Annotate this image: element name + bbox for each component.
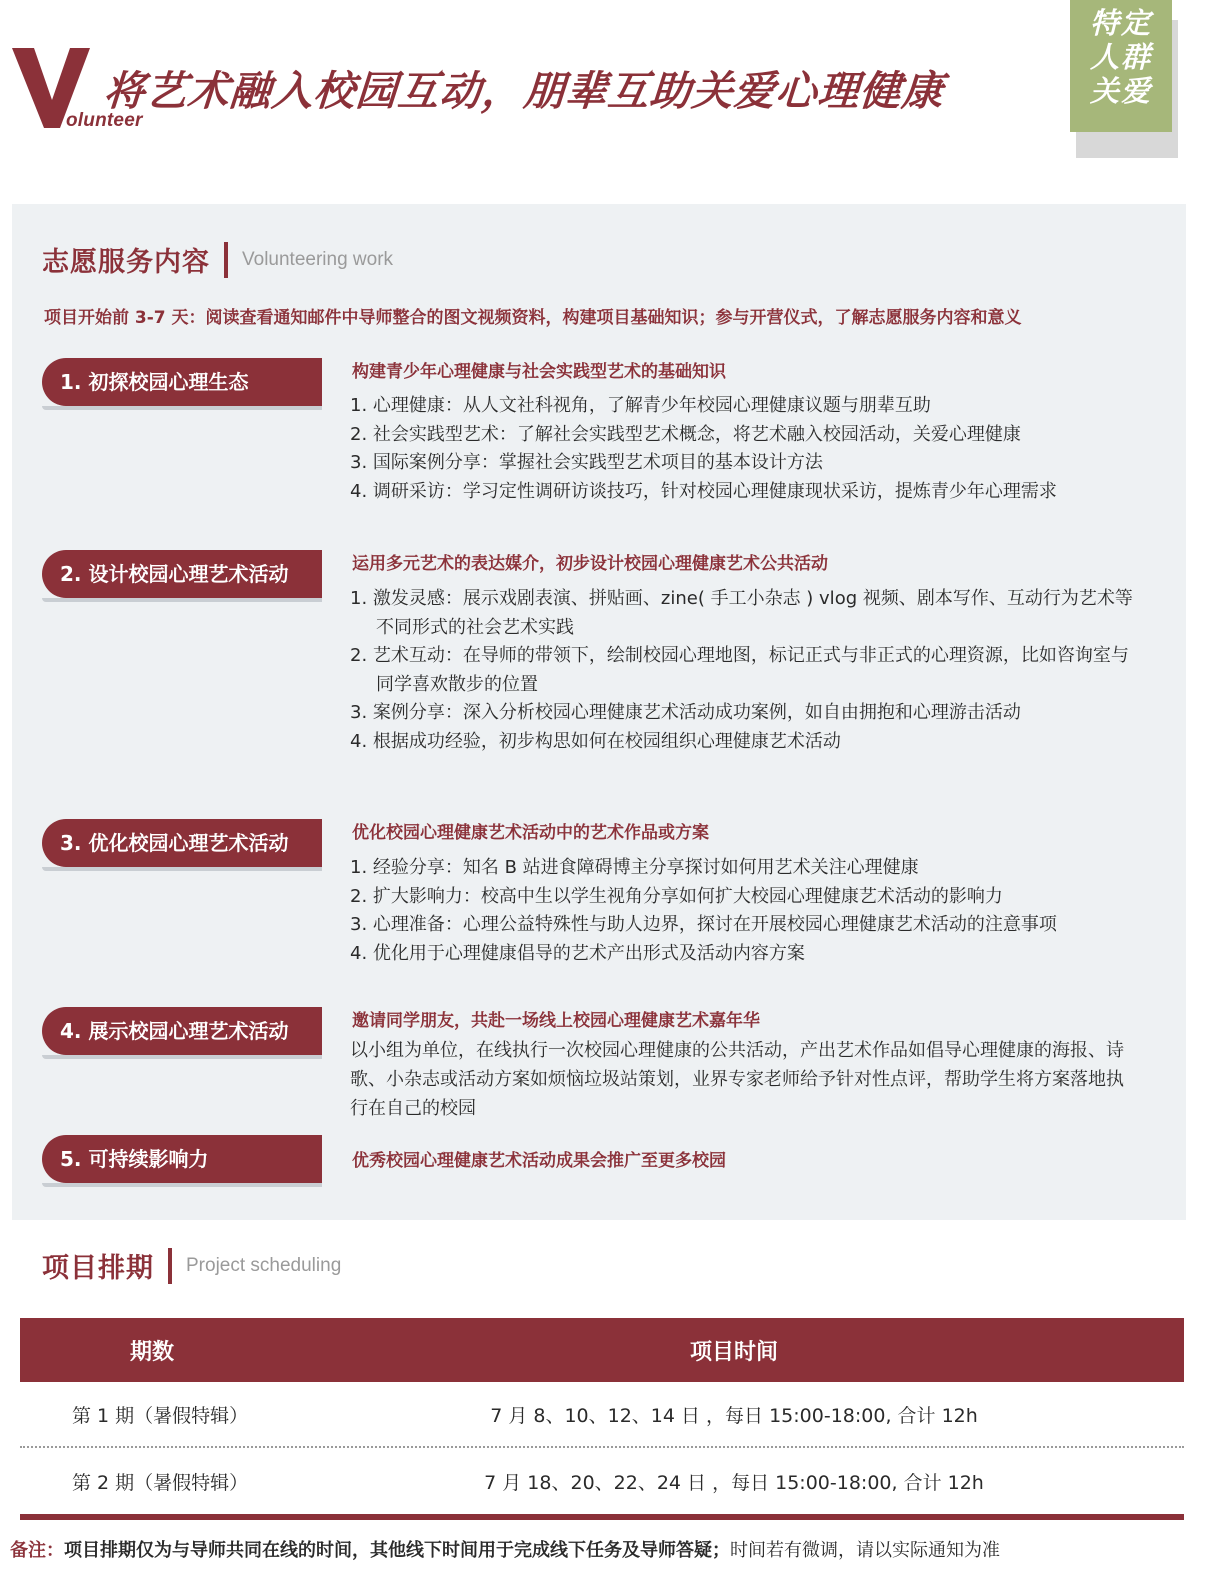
section-divider	[168, 1248, 172, 1284]
section-subtitle: Volunteering work	[242, 248, 394, 270]
category-tag	[1070, 0, 1172, 132]
table-cell: 7 月 8、10、12、14 日 ，每日 15:00-18:00, 合计 12h	[490, 1404, 978, 1427]
step-list	[350, 585, 1140, 756]
step-label: 1. 初探校园心理生态	[42, 358, 322, 406]
step-list	[350, 392, 1140, 506]
step-label: 3. 优化校园心理艺术活动	[42, 819, 322, 867]
schedule-note	[10, 1536, 1000, 1562]
step-label: 4. 展示校园心理艺术活动	[42, 1007, 322, 1055]
table-cell: 第 1 期（暑假特辑）	[72, 1404, 249, 1427]
step-heading: 构建青少年心理健康与社会实践型艺术的基础知识	[352, 362, 726, 382]
step-heading: 运用多元艺术的表达媒介，初步设计校园心理健康艺术公共活动	[352, 554, 828, 574]
section-title: 项目排期	[42, 1253, 154, 1284]
list-item: 2. 扩大影响力：校高中生以学生视角分享如何扩大校园心理健康艺术活动的影响力	[350, 885, 1003, 907]
step-heading: 邀请同学朋友，共赴一场线上校园心理健康艺术嘉年华	[352, 1011, 760, 1031]
list-item: 4. 优化用于心理健康倡导的艺术产出形式及活动内容方案	[350, 942, 805, 964]
table-row	[20, 1448, 1184, 1514]
section-subtitle: Project scheduling	[186, 1254, 342, 1276]
schedule-section-header	[42, 1246, 341, 1285]
list-item: 3. 心理准备：心理公益特殊性与助人边界，探讨在开展校园心理健康艺术活动的注意事项	[350, 914, 1057, 935]
list-item: 3. 案例分享：深入分析校园心理健康艺术活动成功案例，如自由拥抱和心理游击活动	[350, 702, 1021, 723]
step-heading: 优化校园心理健康艺术活动中的艺术作品或方案	[352, 823, 709, 843]
category-tag-line: 特定	[1089, 6, 1152, 40]
list-item: 2. 社会实践型艺术：了解社会实践型艺术概念，将艺术融入校园活动，关爱心理健康	[350, 423, 1021, 445]
table-header	[20, 1318, 1184, 1382]
table-cell: 第 2 期（暑假特辑）	[72, 1471, 249, 1494]
list-item: 1. 心理健康：从人文社科视角，了解青少年校园心理健康议题与朋辈互助	[350, 395, 931, 416]
step-heading: 优秀校园心理健康艺术活动成果会推广至更多校园	[352, 1151, 726, 1171]
list-item: 2. 艺术互动：在导师的带领下，绘制校园心理地图，标记正式与非正式的心理资源，比如咨询室与同学喜欢散步的位置	[350, 645, 1129, 695]
step-paragraph: 以小组为单位，在线执行一次校园心理健康的公共活动，产出艺术作品如倡导心理健康的海报、诗歌、小杂志或活动方案如烦恼垃圾站策划，业界专家老师给予针对性点评，帮助学生将方案落地执行在自己的校园	[350, 1040, 1124, 1119]
list-item: 4. 根据成功经验，初步构思如何在校园组织心理健康艺术活动	[350, 730, 841, 752]
volunteer-intro: 项目开始前 3-7 天：阅读查看通知邮件中导师整合的图文视频资料，构建项目基础知识；参与开营仪式，了解志愿服务内容和意义	[44, 308, 1022, 328]
step-label: 5. 可持续影响力	[42, 1135, 322, 1183]
note-text: 时间若有微调，请以实际通知为准	[730, 1540, 1000, 1561]
page-title: 将艺术融入校园互动，朋辈互助关爱心理健康	[102, 67, 946, 115]
step-label: 2. 设计校园心理艺术活动	[42, 550, 322, 598]
note-label: 备注：	[10, 1540, 64, 1561]
list-item: 1. 激发灵感：展示戏剧表演、拼贴画、zine( 手工小杂志 ) vlog 视频、剧本写作、互动行为艺术等不同形式的社会艺术实践	[350, 588, 1133, 638]
volunteer-section-header	[42, 240, 393, 279]
column-header: 项目时间	[689, 1339, 778, 1365]
list-item: 1. 经验分享：知名 B 站进食障碍博主分享探讨如何用艺术关注心理健康	[350, 857, 919, 878]
list-item: 3. 国际案例分享：掌握社会实践型艺术项目的基本设计方法	[350, 452, 823, 473]
table-bottom-rule	[20, 1514, 1184, 1520]
table-row	[20, 1382, 1184, 1448]
category-tag-line: 关爱	[1089, 74, 1152, 108]
column-header: 期数	[129, 1339, 174, 1365]
list-item: 4. 调研采访：学习定性调研访谈技巧，针对校园心理健康现状采访，提炼青少年心理需求	[350, 480, 1057, 502]
table-cell: 7 月 18、20、22、24 日 ，每日 15:00-18:00, 合计 12h	[484, 1471, 984, 1494]
note-bold-text: 项目排期仅为与导师共同在线的时间，其他线下时间用于完成线下任务及导师答疑；	[64, 1540, 730, 1561]
section-title: 志愿服务内容	[42, 247, 210, 278]
schedule-table	[20, 1318, 1184, 1520]
step-list	[350, 854, 1140, 968]
volunteer-wordmark: olunteer	[66, 110, 143, 131]
section-divider	[224, 242, 228, 278]
category-tag-line: 人群	[1089, 40, 1152, 74]
